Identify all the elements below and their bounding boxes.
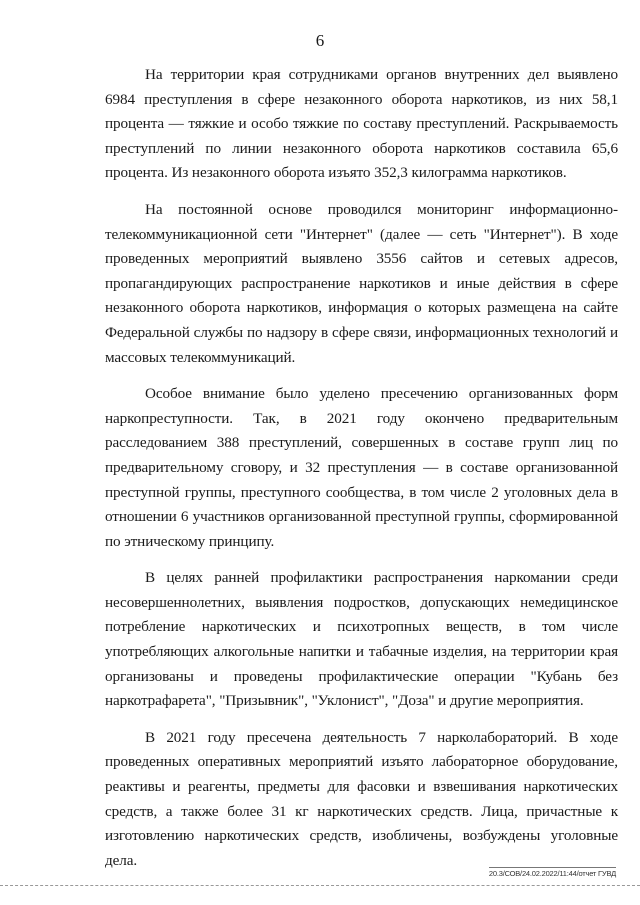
page-number: 6 [315,31,325,50]
paragraph-drug-laboratories: В 2021 году пресечена деятельность 7 нарколабораторий. В ходе проведенных оперативных мероприятий изъято лабораторное оборудование, реактивы и реагенты, предметы для фасовки и взвешивания наркотических средств, а также более 31 кг наркотических средств. Лица, причастные к изготовлению наркотических средств, изобличены, возбуждены уголовные дела. [105,728,618,869]
paragraph-prevention-operations: В целях ранней профилактики распространения наркомании среди несовершеннолетних, выявления подростков, допускающих немедицинское потребление наркотических и психотропных веществ, в том числе употребляющих алкогольные напитки и табачные изделия, на территории края организованы и проведены профилактические операции "Кубань без наркотрафарета", "Призывник", "Уклонист", "Доза" и другие мероприятия. [105,569,618,710]
document-footer-mark: 20.3/СОВ/24.02.2022/11:44/отчет ГУВД [488,869,616,878]
scan-edge-divider [0,885,640,886]
paragraph-internet-monitoring: На постоянной основе проводился мониторинг информационно-телекоммуникационной сети "Интернет" (далее — сеть "Интернет"). В ходе проведенных мероприятий выявлено 3556 сайтов и сетевых адресов, пропагандирующих распространение наркотиков и иные действия в сфере незаконного оборота наркотиков, информация о которых размещена на сайте Федеральной службы по надзору в сфере связи, информационных технологий и массовых телекоммуникаций. [105,200,618,366]
paragraph-drug-crime-stats: На территории края сотрудниками органов внутренних дел выявлено 6984 преступления в сфере незаконного оборота наркотиков, из них 58,1 процента — тяжкие и особо тяжкие по составу преступлений. Раскрываемость преступлений по линии незаконного оборота наркотиков составила 65,6 процента. Из незаконного оборота изъято 352,3 килограмма наркотиков. [105,66,618,182]
paragraph-organized-crime: Особое внимание было уделено пресечению организованных форм наркопреступности. Так, в 2021 году окончено предварительным расследованием 388 преступлений, совершенных в составе групп лиц по предварительному сговору, и 32 преступления — в составе организованной преступной группы, преступного сообщества, в том числе 2 уголовных дела в отношении 6 участников организованной преступной группы, сформированной по этническому принципу. [105,385,618,550]
document-body [105,63,618,885]
